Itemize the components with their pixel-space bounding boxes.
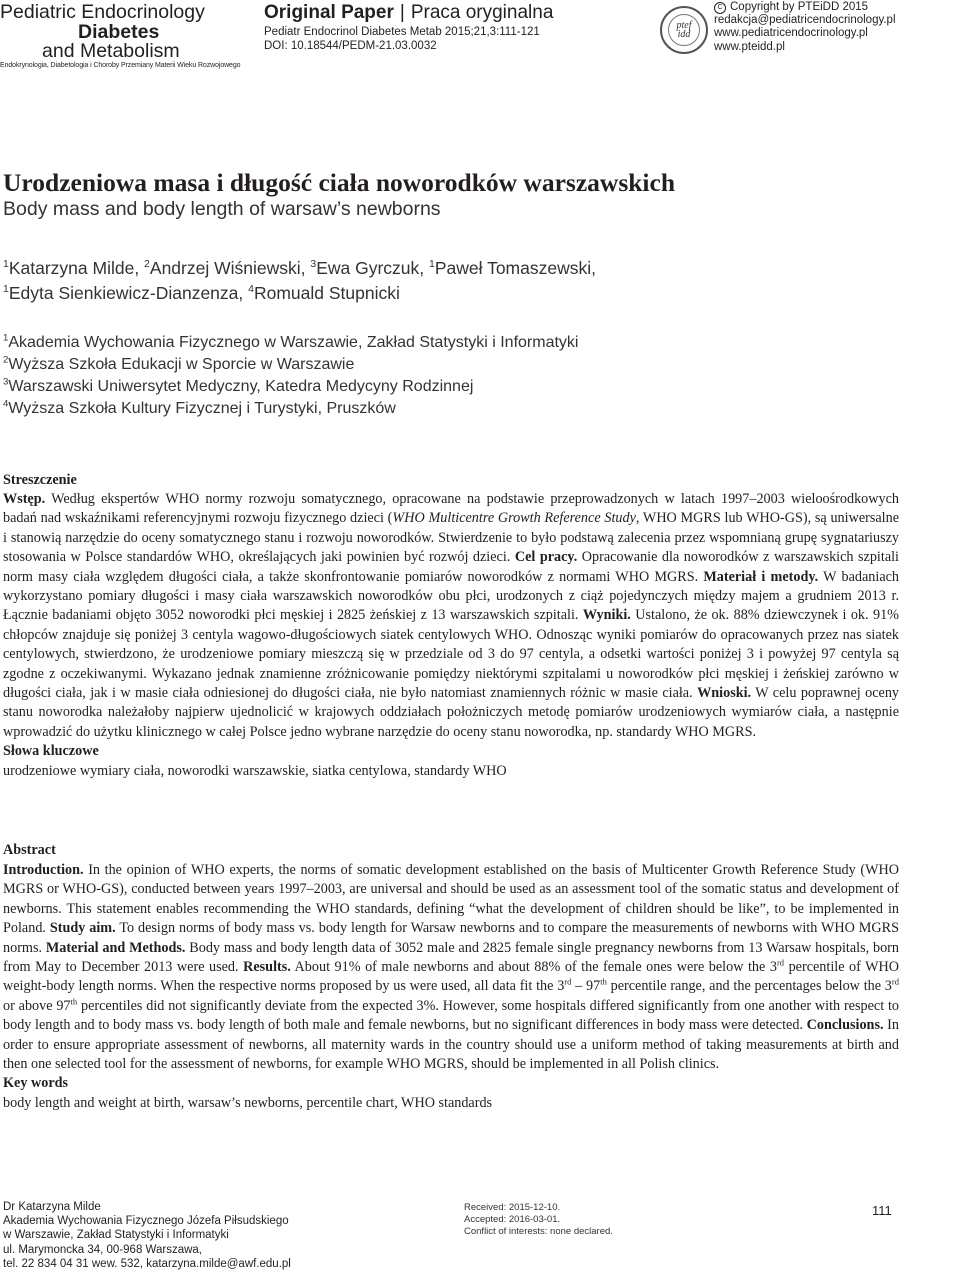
key-words: body length and weight at birth, warsaw’s newborns, percentile chart, WHO standards xyxy=(3,1094,493,1111)
paper-type: Original Paper | Praca oryginalna xyxy=(264,2,554,23)
streszczenie-body: Wstęp. Według ekspertów WHO normy rozwoju somatycznego, opracowane na podstawie przeprowadzonych w latach 1997–2003 wieloośrodkowych badań nad wskaźnikami referencyjnymi rozwoju fizycznego dzieci (WHO Multicentre Growth Reference Study, WHO MGRS lub WHO-GS), są uniwersalne i stanowią narzędzie do oceny somatycznego stanu i rozwoju noworodków. Stwierdzenie to było podstawą zalecenia przez wspomnianą grupę sygnatariuszy stosowania w Polsce standardów WHO, określających jaki powinien być rozwój dzieci. Cel pracy. Opracowanie dla noworodków z warszawskich szpitali norm masy ciała względem długości ciała, a także skonfrontowanie pomiarów noworodków z normami WHO MGRS. Materiał i metody. W badaniach wykorzystano pomiary długości i masy ciała warszawskich noworodków obu płci, urodzonych z ciąż pojedynczych między majem a grudniem 2013 r. Łącznie badaniami objęto 3052 noworodki płci męskiej i 2825 żeńskiej z 13 warszawskich szpitali. Wyniki. Ustalono, że ok. 88% dziewczynek i ok. 91% chłopców znajduje się poniżej 3 centyla wagowo-długościowych siatek centylowych WHO. Odnosząc wyniki pomiarów do opracowanych przez nas siatek centylowych, stwierdzono, że urodzeniowe pomiary mieszczą się w przedziale od 3 do 97 centyla, a odsetki wartości poniżej 3 i powyżej 97 centyla są zgodne z oczekiwanymi. Wykazano jednak znamienne zróżnicowanie pomiędzy niektórymi szpitalami u noworodków płci męskiej i żeńskiej zarówno w długości ciała, jak i w masie ciała odniesionej do długości ciała, nie było natomiast znamiennych różnic w masie ciała. Wnioski. W celu poprawnej oceny stanu noworodka należałoby najpierw ujednolicić w krajowych oddziałach położniczych metodę pomiarów urodzeniowych wymiarów ciała, a następnie wprowadzić do użytku klinicznego w całej Polsce jedno wybrane narzędzie do oceny stanu noworodka, np. standardy WHO MGRS. Słowa kluczowe urodzeniowe wymiary ciała, noworodki warszawskie, siatka centylowa, standardy WHO xyxy=(3,490,899,781)
journal-name-line1: Pediatric Endocrinology xyxy=(0,1,205,23)
paper-type-pl: Praca oryginalna xyxy=(410,2,554,23)
contact-affiliation: Akademia Wychowania Fizycznego Józefa Piłsudskiego xyxy=(3,1215,289,1228)
journal-logo xyxy=(0,2,205,22)
authors-line-1: $^1$Katarzyna Milde, $^2$Andrzej Wiśniewski, $^3$Ewa Gyrczuk, $^1$Paweł Tomaszewski, xyxy=(3,258,596,278)
paper-type-en: Original Paper xyxy=(264,2,394,23)
citation: Pediatr Endocrinol Diabetes Metab 2015;21,3:111-121 xyxy=(264,26,540,38)
seal-text: ptef idd xyxy=(668,14,700,46)
affiliations xyxy=(3,332,578,420)
article-title-pl: Urodzeniowa masa i długość ciała noworodków warszawskich xyxy=(3,168,676,197)
contact-phone-email: tel. 22 834 04 31 wew. 532, katarzyna.milde@awf.edu.pl xyxy=(3,1257,291,1270)
slowa-kluczowe-heading: Słowa kluczowe xyxy=(3,743,99,760)
affiliation-3: $^3$Warszawski Uniwersytet Medyczny, Katedra Medycyny Rodzinnej xyxy=(3,376,474,395)
contact-address: ul. Marymoncka 34, 00-968 Warszawa, xyxy=(3,1243,202,1256)
page-number: 111 xyxy=(872,1203,892,1218)
authors xyxy=(3,256,596,306)
affiliation-2: $^2$Wyższa Szkoła Edukacji w Sporcie w Warszawie xyxy=(3,354,355,373)
contact-department: w Warszawie, Zakład Statystyki i Informatyki xyxy=(3,1229,229,1242)
journal-name-line3: and Metabolism xyxy=(42,40,180,62)
authors-line-2: $^1$Edyta Sienkiewicz-Dianzenza, $^4$Romuald Stupnicki xyxy=(3,283,400,303)
conflict-of-interests: Conflict of interests: none declared. xyxy=(464,1226,613,1237)
accepted-date: Accepted: 2016-03-01. xyxy=(464,1214,561,1225)
correspondence-block xyxy=(3,1200,291,1271)
received-date: Received: 2015-12-10. xyxy=(464,1202,561,1213)
copyright: C Copyright by PTEiDD 2015 xyxy=(714,1,896,14)
society-seal-icon xyxy=(660,6,708,54)
copyright-icon: C xyxy=(714,2,726,14)
journal-tagline: Endokrynologia, Diabetologia i Choroby Przemiany Materii Wieku Rozwojowego xyxy=(0,62,241,69)
affiliation-1: $^1$Akademia Wychowania Fizycznego w Warszawie, Zakład Statystyki i Informatyki xyxy=(3,332,579,351)
dates-block xyxy=(464,1202,613,1238)
journal-name-line2: Diabetes xyxy=(78,21,160,43)
streszczenie-heading: Streszczenie xyxy=(3,472,77,488)
slowa-kluczowe: urodzeniowe wymiary ciała, noworodki warszawskie, siatka centylowa, standardy WHO xyxy=(3,762,507,779)
affiliation-4: $^4$Wyższa Szkoła Kultury Fizycznej i Turystyki, Pruszków xyxy=(3,398,396,417)
website-link-2[interactable]: www.pteidd.pl xyxy=(714,40,785,53)
key-words-heading: Key words xyxy=(3,1075,69,1092)
abstract-body: Introduction. In the opinion of WHO experts, the norms of somatic development established on the basis of Multicenter Growth Reference Study (WHO MGRS or WHO-GS), conducted between years 1997–2003, are universal and should be used as an assessment tool of the somatic status and development of newborns. This statement enables recommending the WHO standards, defining “what the development of children should be like”, to be implemented in Poland. Study aim. To design norms of body mass vs. body length for Warsaw newborns and to compare the measurements of newborns with WHO MGRS norms. Material and Methods. Body mass and body length data of 3052 male and 2825 female single pregnancy newborns from 13 Warsaw hospitals, born from May to December 2013 were used. Results. About 91% of male newborns and about 88% of the female ones were below the 3rd percentile of WHO weight-body length norms. When the respective norms proposed by us were used, all data fit the 3rd – 97th percentile range, and the percentages below the 3rd or above 97th percentiles did not significantly deviate from the expected 3%. However, some hospitals differed significantly from one another with respect to body length and to body mass vs. body length of both male and female newborns, but no significant differences in body mass were detected. Conclusions. In order to ensure appropriate assessment of newborns, all maternity wards in the country should use a uniform method of taking measurements at birth and then one selected tool for the assessment of newborns, for example WHO MGRS, should be implemented in all Polish clinics. Key words body length and weight at birth, warsaw’s newborns, percentile chart, WHO standards xyxy=(3,861,899,1113)
article-title-en: Body mass and body length of warsaw’s newborns xyxy=(3,198,441,220)
abstract-heading: Abstract xyxy=(3,842,56,858)
contact-name: Dr Katarzyna Milde xyxy=(3,1201,101,1213)
website-link[interactable]: www.pediatricendocrinology.pl xyxy=(714,27,868,40)
email-link[interactable]: redakcja@pediatricendocrinology.pl xyxy=(714,14,896,27)
doi: DOI: 10.18544/PEDM-21.03.0032 xyxy=(264,40,437,52)
copyright-block xyxy=(714,1,896,54)
